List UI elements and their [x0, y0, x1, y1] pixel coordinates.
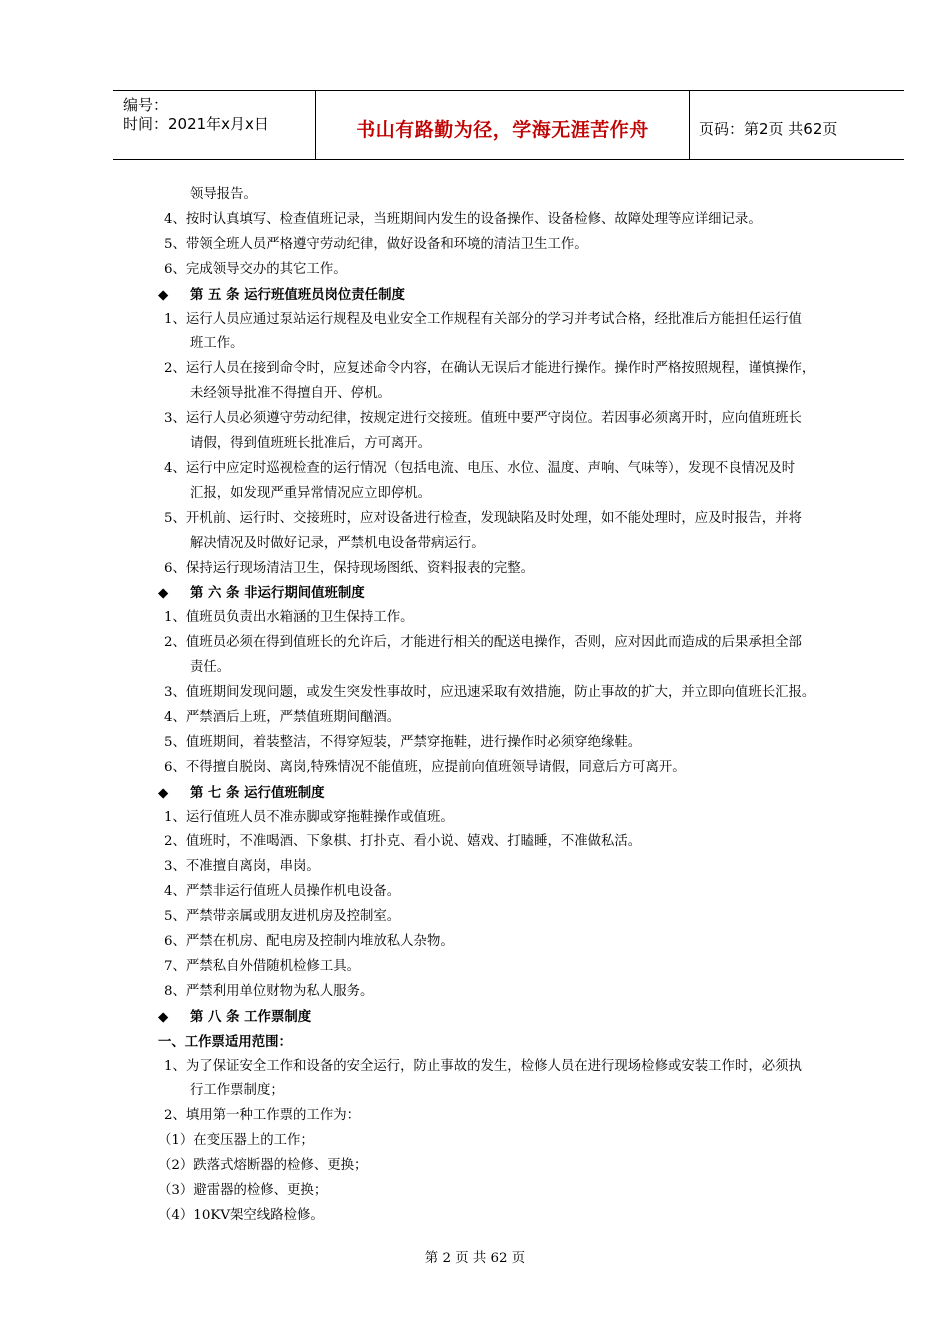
text-line: 4、运行中应定时巡视检查的运行情况（包括电流、电压、水位、温度、声响、气味等），发现不良情况及时	[164, 460, 796, 476]
text-line: 8、严禁利用单位财物为私人服务。	[164, 983, 374, 999]
text-line: 未经领导批准不得擅自开、停机。	[190, 386, 391, 402]
text-line: 6、完成领导交办的其它工作。	[164, 261, 347, 277]
text-line: 解决情况及时做好记录，严禁机电设备带病运行。	[190, 535, 485, 551]
motto-text: 书山有路勤为径，学海无涯苦作舟	[356, 119, 649, 141]
text-line: 汇报，如发现严重异常情况应立即停机。	[190, 485, 432, 501]
text-line: 班工作。	[190, 336, 244, 352]
header-meta-cell	[113, 91, 315, 159]
text-line: 4、严禁非运行值班人员操作机电设备。	[164, 884, 401, 900]
text-line: 6、不得擅自脱岗、离岗,特殊情况不能值班，应提前向值班领导请假，同意后方可离开。	[164, 759, 686, 775]
header-motto-cell	[315, 91, 690, 159]
header-page-cell	[689, 91, 904, 159]
text-line: 2、填用第一种工作票的工作为：	[164, 1108, 360, 1124]
diamond-bullet-icon: ◆	[158, 1008, 169, 1025]
text-line: 行工作票制度；	[190, 1083, 284, 1099]
text-line: 5、值班期间，着装整洁，不得穿短装，严禁穿拖鞋，进行操作时必须穿绝缘鞋。	[164, 734, 642, 750]
text-line: 2、运行人员在接到命令时，应复述命令内容，在确认无误后才能进行操作。操作时严格按照规程，谨慎操作，	[164, 361, 816, 377]
text-line: 1、值班员负责出水箱涵的卫生保持工作。	[164, 610, 414, 626]
text-line: （1）在变压器上的工作；	[158, 1133, 314, 1149]
number-label: 编号：	[123, 96, 169, 114]
section-title: 第 六 条 非运行期间值班制度	[190, 585, 365, 602]
text-line: 1、为了保证安全工作和设备的安全运行，防止事故的发生，检修人员在进行现场检修或安装工作时，必须执	[164, 1058, 802, 1074]
time-label: 时间：2021年x月x日	[123, 115, 269, 133]
text-line: 4、严禁酒后上班，严禁值班期间酗酒。	[164, 709, 401, 725]
section-heading	[158, 784, 325, 802]
text-line: 领导报告。	[190, 187, 257, 202]
text-line: 6、严禁在机房、配电房及控制内堆放私人杂物。	[164, 934, 454, 949]
text-line: 1、运行人员应通过泵站运行规程及电业安全工作规程有关部分的学习并考试合格，经批准后方能担任运行值	[164, 311, 802, 327]
section-heading	[158, 286, 405, 304]
section-title: 第 八 条 工作票制度	[190, 1008, 312, 1025]
text-line: 6、保持运行现场清洁卫生，保持现场图纸、资料报表的完整。	[164, 560, 535, 576]
section-title: 第 五 条 运行班值班员岗位责任制度	[190, 286, 405, 303]
sub-heading: 一、工作票适用范围：	[158, 1033, 292, 1050]
text-line: 请假，得到值班班长批准后，方可离开。	[190, 436, 432, 451]
text-line: （4）10KV架空线路检修。	[158, 1207, 324, 1223]
text-line: （3）避雷器的检修、更换；	[158, 1183, 328, 1198]
diamond-bullet-icon: ◆	[158, 784, 169, 801]
section-heading	[158, 1008, 311, 1026]
diamond-bullet-icon: ◆	[158, 286, 169, 303]
diamond-bullet-icon: ◆	[158, 585, 169, 602]
page-header	[113, 90, 904, 160]
page-footer: 第 2 页 共 62 页	[424, 1251, 526, 1266]
page-info: 页码：第2页 共62页	[699, 120, 838, 138]
text-line: 4、按时认真填写、检查值班记录，当班期间内发生的设备操作、设备检修、故障处理等应详细记录。	[164, 211, 762, 227]
text-line: 7、严禁私自外借随机检修工具。	[164, 958, 360, 974]
text-line: 3、值班期间发现问题，或发生突发性事故时，应迅速采取有效措施，防止事故的扩大，并立即向值班长汇报。	[164, 685, 816, 700]
text-line: 5、开机前、运行时、交接班时，应对设备进行检查，发现缺陷及时处理，如不能处理时，应及时报告，并将	[164, 510, 802, 526]
text-line: 1、运行值班人员不准赤脚或穿拖鞋操作或值班。	[164, 809, 454, 825]
section-title: 第 七 条 运行值班制度	[190, 784, 325, 801]
text-line: 5、严禁带亲属或朋友进机房及控制室。	[164, 909, 401, 925]
text-line: 5、带领全班人员严格遵守劳动纪律，做好设备和环境的清洁卫生工作。	[164, 236, 588, 252]
text-line: （2）跌落式熔断器的检修、更换；	[158, 1158, 368, 1174]
section-heading	[158, 584, 365, 602]
text-line: 3、不准擅自离岗，串岗。	[164, 859, 320, 875]
text-line: 2、值班员必须在得到值班长的允许后，才能进行相关的配送电操作，否则，应对因此而造成的后果承担全部	[164, 635, 802, 651]
text-line: 3、运行人员必须遵守劳动纪律，按规定进行交接班。值班中要严守岗位。若因事必须离开时，应向值班班长	[164, 411, 802, 427]
text-line: 责任。	[190, 660, 231, 676]
text-line: 2、值班时，不准喝酒、下象棋、打扑克、看小说、嬉戏、打瞌睡，不准做私活。	[164, 834, 642, 850]
